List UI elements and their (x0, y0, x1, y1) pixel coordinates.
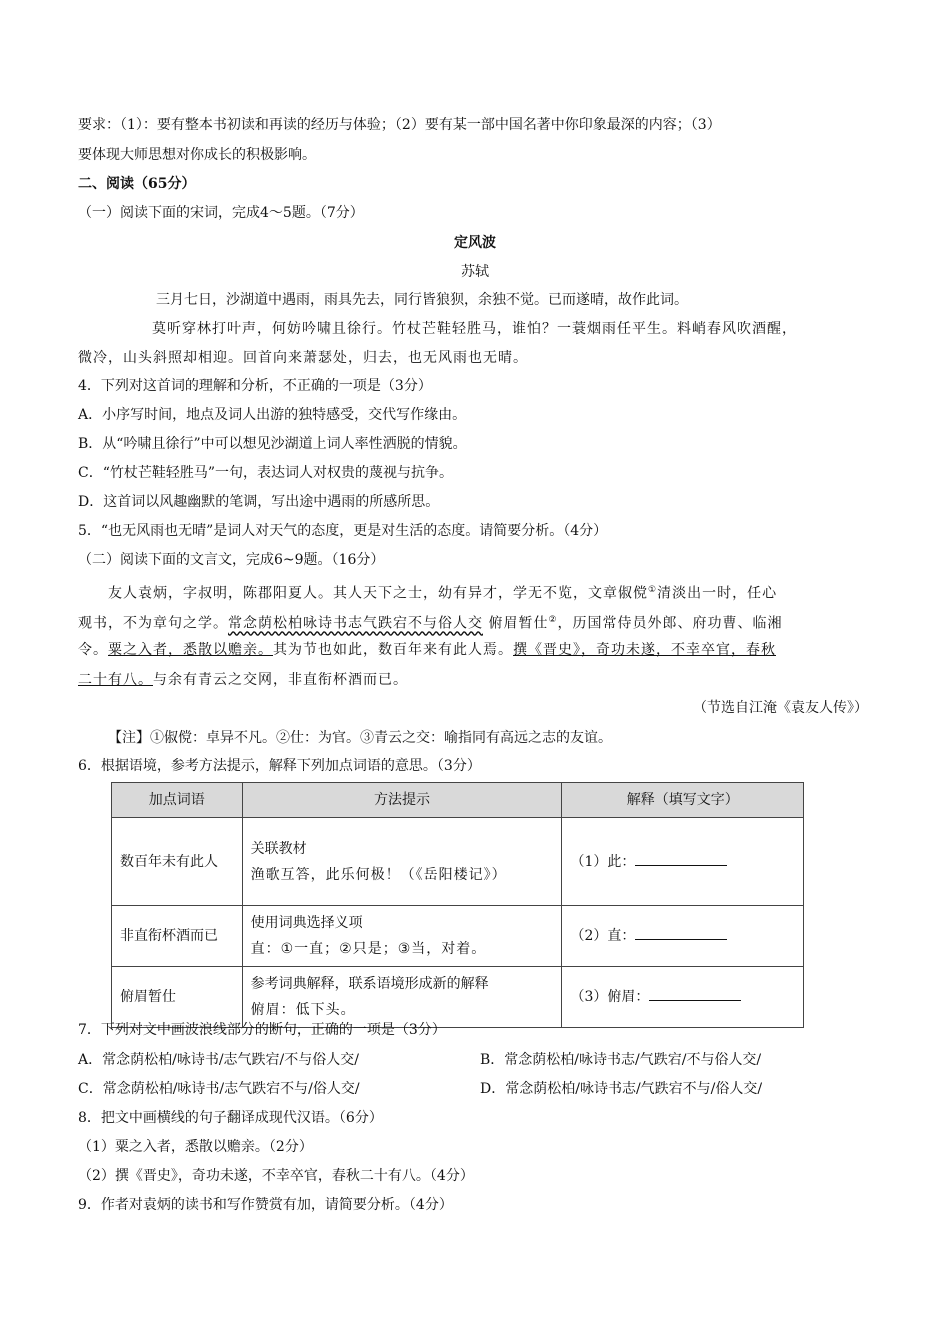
underlined-sentence-2: 撰《晋史》，奇功未遂，不幸卒官，春秋 (513, 642, 776, 658)
part-2-heading: （二）阅读下面的文言文，完成6~9题。（16分） (78, 552, 385, 568)
hint-example: 俯眉：低下头。 (250, 1002, 356, 1018)
source-citation: （节选自江淹《袁友人传》） (693, 700, 868, 716)
q7-option-c: C．常念荫松柏/咏诗书/志气跌宕不与/俗人交/ (78, 1081, 360, 1097)
wenyan-text: ，历国常侍员外郎、府功曹、临湘 (557, 615, 783, 632)
word-cell: 数百年未有此人 (112, 818, 243, 906)
wavy-underlined-sentence: 常念荫松柏咏诗书志气跌宕不与俗人交 (228, 615, 483, 632)
q7-stem: 7．下列对文中画波浪线部分的断句，正确的一项是（3分） (78, 1022, 446, 1038)
q4-stem: 4．下列对这首词的理解和分析，不正确的一项是（3分） (78, 378, 432, 394)
hint-cell (242, 906, 562, 967)
poem-preface: 三月七日，沙湖道中遇雨，雨具先去，同行皆狼狈，余独不觉。已而遂晴，故作此词。 (156, 292, 688, 308)
q4-option-d: D．这首词以风趣幽默的笔调，写出途中遇雨的所感所思。 (78, 494, 440, 510)
answer-blank[interactable] (649, 986, 741, 1001)
poem-body-line-1: 莫听穿林打叶声，何妨吟啸且徐行。竹杖芒鞋轻胜马，谁怕？一蓑烟雨任平生。料峭春风吹酒醒， (152, 321, 797, 337)
q5-stem: 5．“也无风雨也无晴”是词人对天气的态度，更是对生活的态度。请简要分析。（4分） (78, 523, 608, 539)
q6-stem: 6．根据语境，参考方法提示，解释下列加点词语的意思。（3分） (78, 758, 481, 774)
requirement-line-1: 要求：（1）：要有整本书初读和再读的经历与体验；（2）要有某一部中国名著中你印象最深的内容；（3） (78, 117, 721, 133)
method-table (111, 782, 804, 1028)
table-row (112, 967, 804, 1028)
poem-body-line-2: 微冷，山头斜照却相迎。回首向来萧瑟处，归去，也无风雨也无晴。 (78, 350, 528, 366)
answer-label: （1）此： (570, 853, 636, 870)
table-header: 方法提示 (242, 783, 562, 818)
answer-cell (562, 906, 804, 967)
answer-cell (562, 967, 804, 1028)
wenyan-line-3 (78, 640, 868, 660)
wenyan-line-4 (78, 670, 868, 690)
poem-author: 苏轼 (461, 264, 489, 280)
table-header-row (112, 783, 804, 818)
footnote-mark: ② (548, 615, 558, 625)
q4-option-b: B．从“吟啸且徐行”中可以想见沙湖道上词人率性洒脱的情貌。 (78, 436, 467, 452)
requirement-line-2: 要体现大师思想对你成长的积极影响。 (78, 147, 316, 163)
word-cell: 俯眉暂仕 (112, 967, 243, 1028)
footnote-mark: ① (648, 585, 658, 595)
answer-blank[interactable] (635, 925, 727, 940)
hint-cell (242, 967, 562, 1028)
q4-option-a: A．小序写时间，地点及词人出游的独特感受，交代写作缘由。 (78, 407, 467, 423)
answer-blank[interactable] (635, 851, 727, 866)
hint-method: 参考词典解释，联系语境形成新的解释 (250, 976, 489, 992)
table-row (112, 906, 804, 967)
wenyan-text: 与余有青云之交网，非直衔杯酒而已。 (153, 672, 408, 688)
q7-option-a: A．常念荫松柏/咏诗书/志气跌宕/不与俗人交/ (78, 1052, 359, 1068)
q8-stem: 8．把文中画横线的句子翻译成现代汉语。（6分） (78, 1110, 383, 1126)
poem-title: 定风波 (454, 235, 496, 251)
hint-example: 渔歌互答，此乐何极！（《岳阳楼记》） (250, 866, 507, 883)
q8-sentence-1: （1）粟之入者，悉散以赡亲。（2分） (78, 1139, 313, 1155)
part-1-heading: （一）阅读下面的宋词，完成4～5题。（7分） (78, 205, 364, 221)
hint-cell (242, 818, 562, 906)
wenyan-text: 清淡出一时，任心 (657, 585, 778, 602)
q7-option-b: B．常念荫松柏/咏诗书志/气跌宕/不与俗人交/ (480, 1052, 762, 1068)
wenyan-text: 其为节也如此，数百年来有此人焉。 (273, 642, 513, 658)
annotation-note: 【注】①俶傥：卓异不凡。②仕：为官。③青云之交：喻指同有高远之志的友谊。 (108, 730, 612, 746)
table-row (112, 818, 804, 906)
answer-cell (562, 818, 804, 906)
answer-label: （2）直： (570, 928, 636, 944)
wenyan-line-1 (108, 580, 898, 604)
hint-method: 使用词典选择义项 (250, 915, 363, 931)
table-header: 加点词语 (112, 783, 243, 818)
hint-example: 直：①一直；②只是；③当，对着。 (250, 941, 487, 957)
q8-sentence-2: （2）撰《晋史》，奇功未遂，不幸卒官，春秋二十有八。（4分） (78, 1168, 474, 1184)
hint-method: 关联教材 (250, 840, 307, 857)
q9-stem: 9．作者对袁炳的读书和写作赞赏有加，请简要分析。（4分） (78, 1197, 453, 1213)
wenyan-line-2 (78, 610, 868, 634)
underlined-sentence-1: 粟之入者，悉散以赡亲。 (108, 642, 273, 658)
wenyan-text: 观书，不为章句之学。 (78, 615, 228, 632)
wenyan-text: 友人袁炳，字叔明，陈郡阳夏人。其人天下之士，幼有异才，学无不览，文章俶傥 (108, 585, 648, 602)
answer-label: （3）俯眉： (570, 989, 650, 1005)
section-heading: 二、阅读（65分） (78, 176, 196, 192)
q4-option-c: C．“竹杖芒鞋轻胜马”一句，表达词人对权贵的蔑视与抗争。 (78, 465, 454, 481)
wenyan-text: 令。 (78, 642, 108, 658)
q7-option-d: D．常念荫松柏/咏诗书志/气跌宕不与/俗人交/ (480, 1081, 763, 1097)
wenyan-text: 俯眉暂仕 (483, 615, 549, 632)
word-cell: 非直衔杯酒而已 (112, 906, 243, 967)
underlined-sentence-2-cont: 二十有八。 (78, 672, 153, 688)
table-header: 解释（填写文字） (562, 783, 804, 818)
